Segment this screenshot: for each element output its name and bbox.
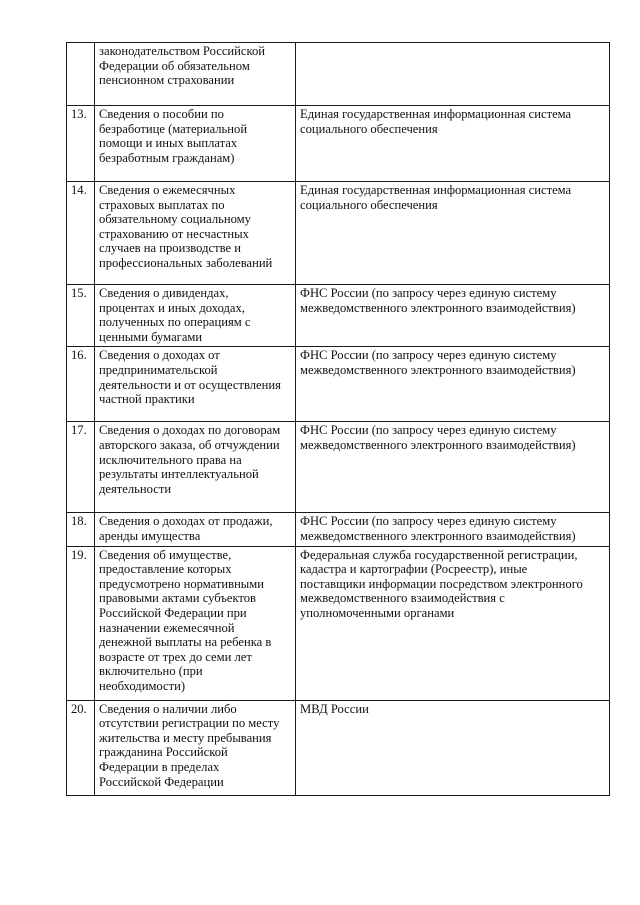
table-row bbox=[67, 422, 610, 513]
info-name: Сведения об имуществе, предоставление которых предусмотрено нормативными правовыми актами субъектов Российской Федерации при назначении ежемесячной денежной выплаты на ребенка в возрасте от трех до семи лет включительно (при необходимости) bbox=[95, 546, 296, 700]
requirements-table bbox=[66, 42, 610, 796]
row-number: 14. bbox=[67, 182, 95, 285]
table-row bbox=[67, 513, 610, 546]
info-source: ФНС России (по запросу через единую систему межведомственного электронного взаимодействия) bbox=[296, 513, 610, 546]
info-name: Сведения о доходах по договорам авторского заказа, об отчуждении исключительного права на результаты интеллектуальной деятельности bbox=[95, 422, 296, 513]
table-row bbox=[67, 700, 610, 795]
info-source: Единая государственная информационная система социального обеспечения bbox=[296, 182, 610, 285]
info-source: Единая государственная информационная система социального обеспечения bbox=[296, 106, 610, 182]
table-row bbox=[67, 285, 610, 347]
info-source: Федеральная служба государственной регистрации, кадастра и картографии (Росреестр), иные поставщики информации посредством электронного межведомственного взаимодействия с уполномоченными органами bbox=[296, 546, 610, 700]
table-row bbox=[67, 182, 610, 285]
row-number: 15. bbox=[67, 285, 95, 347]
info-source: ФНС России (по запросу через единую систему межведомственного электронного взаимодействия) bbox=[296, 422, 610, 513]
table-row bbox=[67, 106, 610, 182]
info-source: МВД России bbox=[296, 700, 610, 795]
row-number: 13. bbox=[67, 106, 95, 182]
row-number: 20. bbox=[67, 700, 95, 795]
info-source bbox=[296, 43, 610, 106]
row-number: 17. bbox=[67, 422, 95, 513]
row-number: 18. bbox=[67, 513, 95, 546]
table-row bbox=[67, 546, 610, 700]
info-name: законодательством Российской Федерации об обязательном пенсионном страховании bbox=[95, 43, 296, 106]
table-row bbox=[67, 43, 610, 106]
info-name: Сведения о доходах от продажи, аренды имущества bbox=[95, 513, 296, 546]
info-name: Сведения о доходах от предпринимательской деятельности и от осуществления частной практики bbox=[95, 347, 296, 422]
info-source: ФНС России (по запросу через единую систему межведомственного электронного взаимодействия) bbox=[296, 347, 610, 422]
row-number bbox=[67, 43, 95, 106]
info-source: ФНС России (по запросу через единую систему межведомственного электронного взаимодействия) bbox=[296, 285, 610, 347]
info-name: Сведения о ежемесячных страховых выплатах по обязательному социальному страхованию от несчастных случаев на производстве и профессиональных заболеваний bbox=[95, 182, 296, 285]
table-row bbox=[67, 347, 610, 422]
info-name: Сведения о дивидендах, процентах и иных доходах, полученных по операциям с ценными бумагами bbox=[95, 285, 296, 347]
row-number: 16. bbox=[67, 347, 95, 422]
info-name: Сведения о наличии либо отсутствии регистрации по месту жительства и месту пребывания гражданина Российской Федерации в пределах Российской Федерации bbox=[95, 700, 296, 795]
row-number: 19. bbox=[67, 546, 95, 700]
info-name: Сведения о пособии по безработице (материальной помощи и иных выплатах безработным гражданам) bbox=[95, 106, 296, 182]
